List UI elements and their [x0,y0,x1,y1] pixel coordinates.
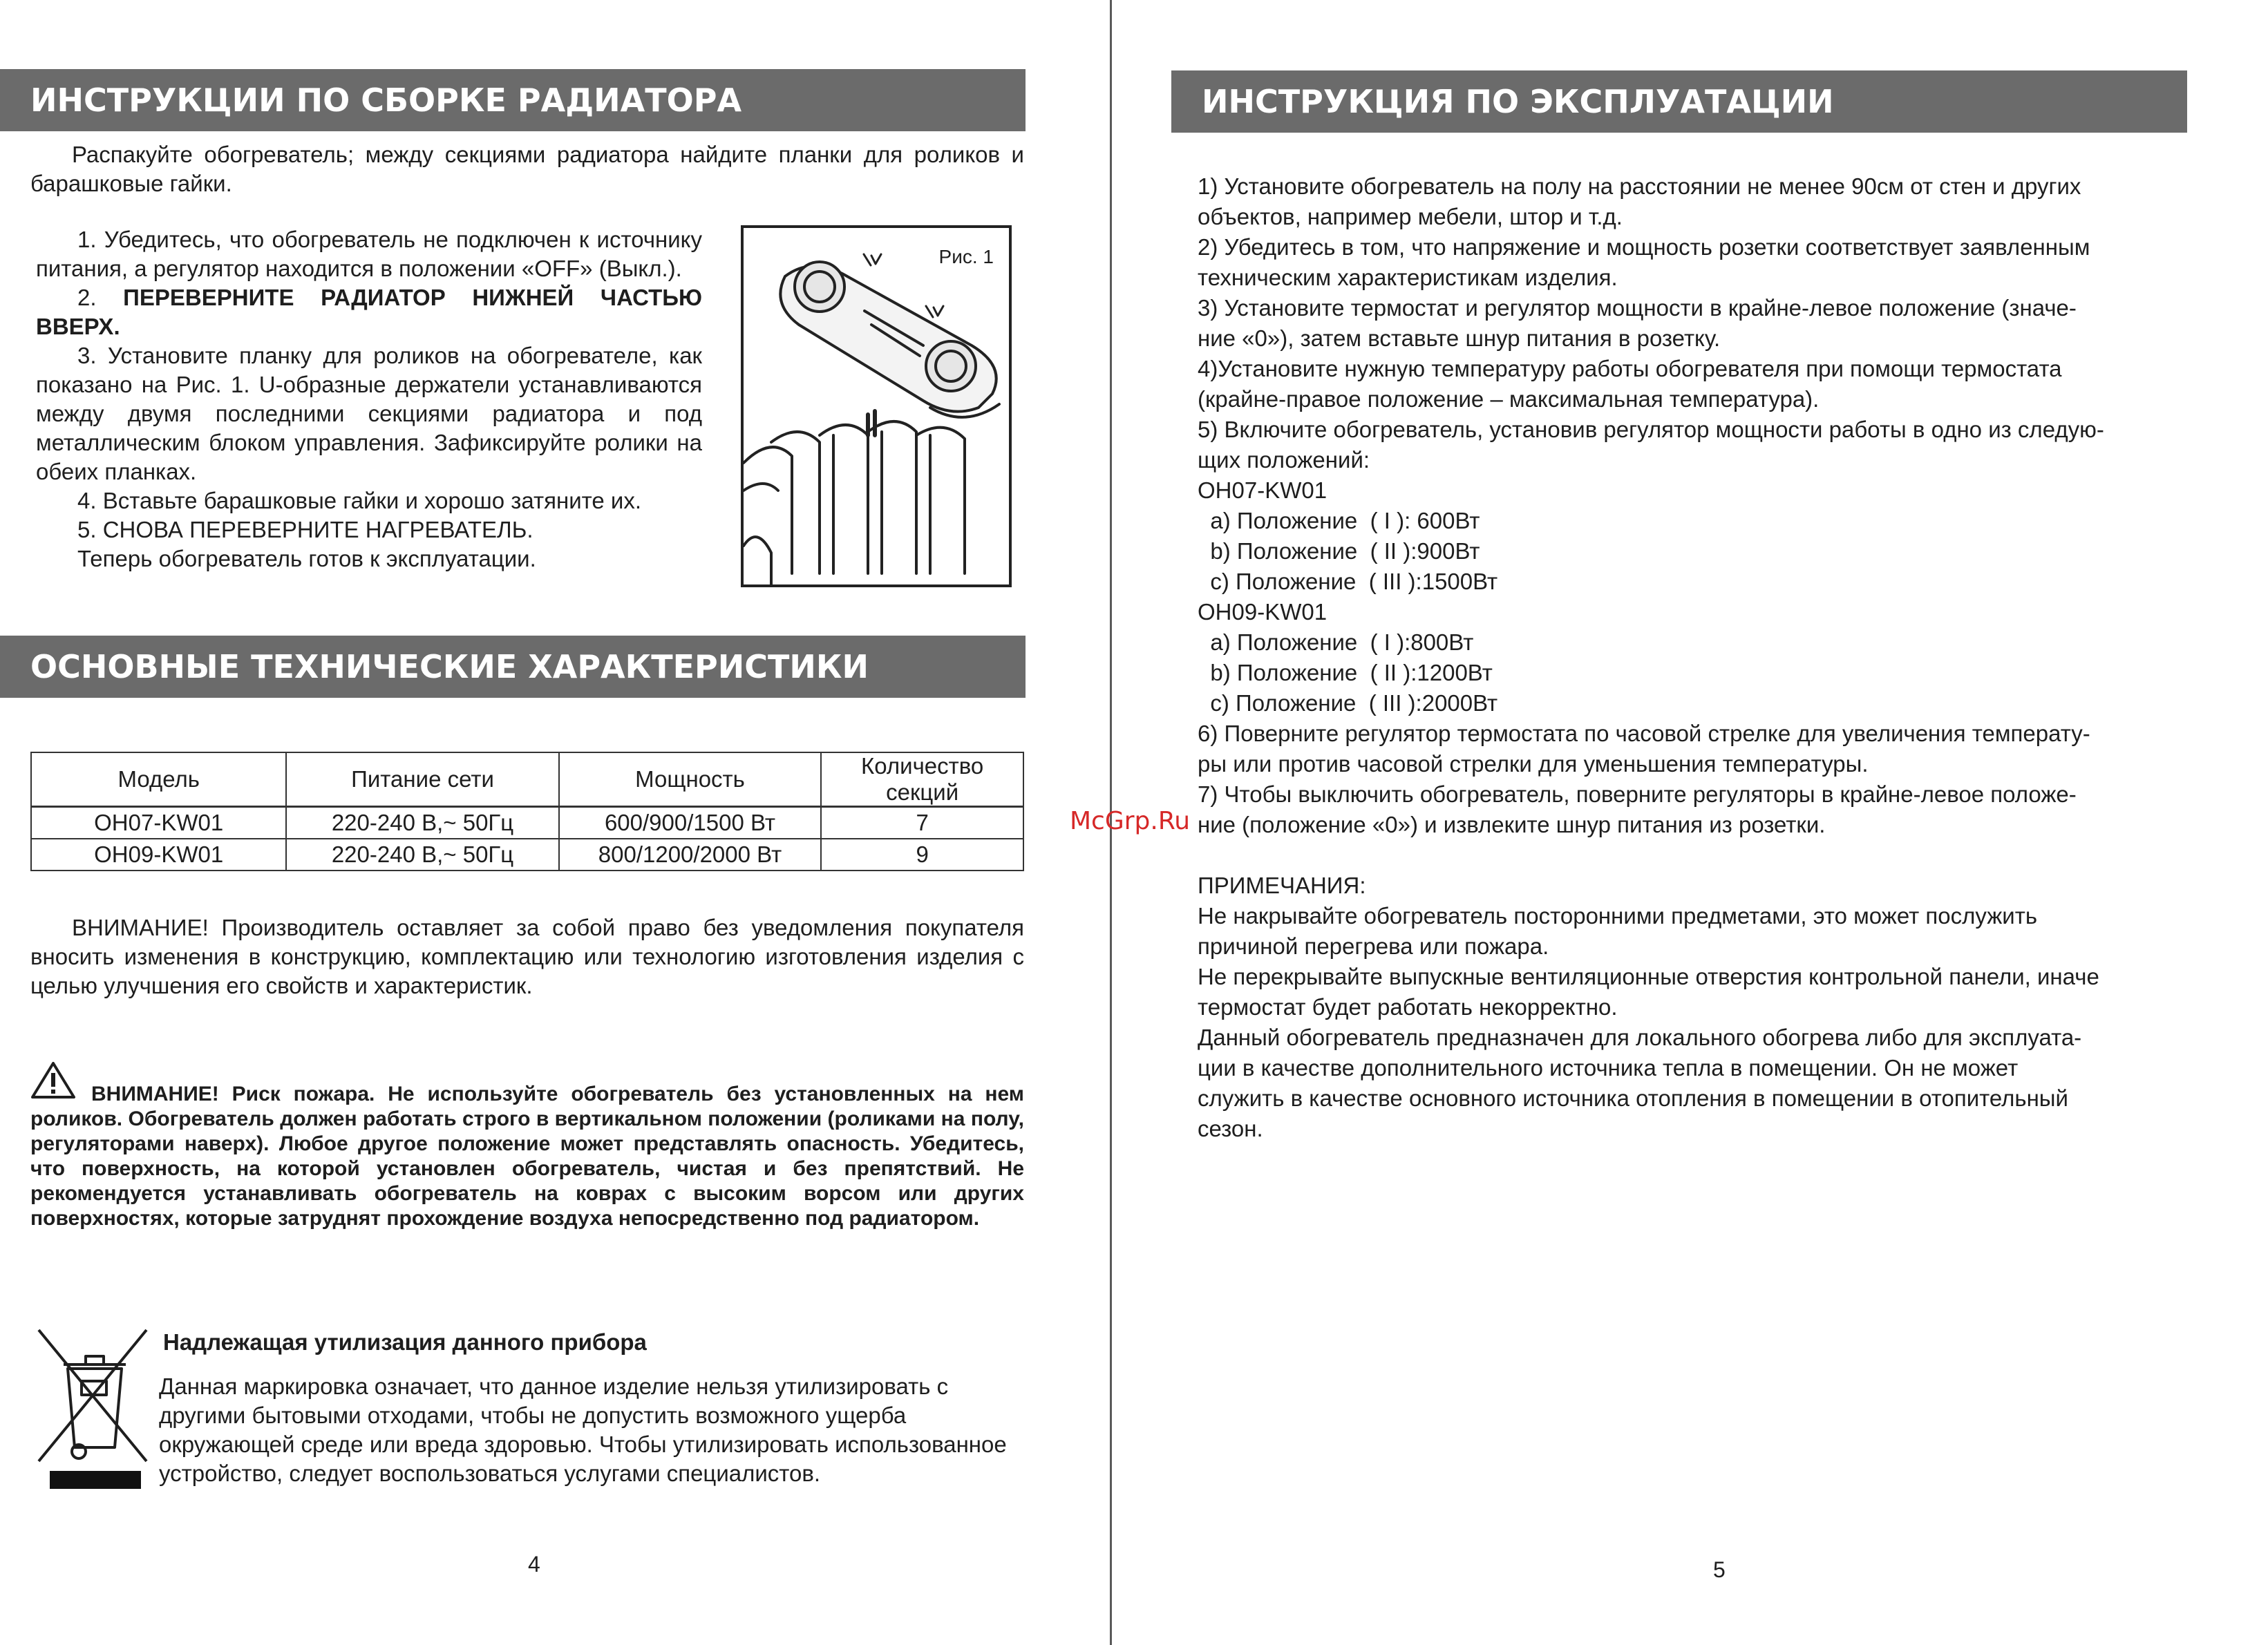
table-header-cell: Питание сети [286,752,558,807]
radiator-illustration [744,228,1009,584]
table-cell: 220-240 В,~ 50Гц [286,839,558,871]
assembly-step-1: 1. Убедитесь, что обогреватель не подключен к источнику питания, а регулятор находится в положении «OFF» (Выкл.). [36,227,702,281]
assembly-steps [36,225,702,573]
table-cell: 9 [821,839,1023,871]
weee-bin-icon [36,1323,153,1489]
table-row [31,807,1023,839]
notes-title: ПРИМЕЧАНИЯ: [1198,873,1366,898]
page-number-left: 4 [528,1552,540,1577]
assembly-step-4: 4. Вставьте барашковые гайки и хорошо затяните их. [77,488,642,513]
note-line: Не накрывайте обогреватель посторонними предметами, это может послужить [1198,903,2038,929]
instruction-line: OH09-KW01 [1198,599,1327,625]
instruction-line: 4)Установите нужную температуру работы обогревателя при помощи термостата [1198,356,2062,381]
table-header-cell: Количество секций [821,752,1023,807]
instruction-line: b) Положение ( II ):900Вт [1198,538,1480,564]
note-line: Не перекрывайте выпускные вентиляционные отверстия контрольной панели, иначе [1198,964,2099,989]
note-line: служить в качестве основного источника отопления в помещении в отопительный [1198,1085,2068,1111]
manufacturer-notice: ВНИМАНИЕ! Производитель оставляет за собой право без уведомления покупателя вносить изменения в конструкцию, комплектацию или технологию изготовления изделия с целью улучшения его свойств и характеристик. [30,915,1024,998]
table-cell: 220-240 В,~ 50Гц [286,807,558,839]
table-cell: 7 [821,807,1023,839]
assembly-step-5: 5. СНОВА ПЕРЕВЕРНИТЕ НАГРЕВАТЕЛЬ. [77,517,533,542]
operation-heading: ИНСТРУКЦИЯ ПО ЭКСПЛУАТАЦИИ [1171,70,2187,133]
instruction-line: c) Положение ( III ):1500Вт [1198,569,1498,594]
note-line: сезон. [1198,1116,1263,1141]
right-page [1112,0,2268,1645]
instruction-line: a) Положение ( I ): 600Вт [1198,508,1480,533]
instruction-line: 1) Установите обогреватель на полу на расстоянии не менее 90см от стен и других [1198,173,2081,199]
assembly-heading: ИНСТРУКЦИИ ПО СБОРКЕ РАДИАТОРА [0,69,1026,131]
specs-heading: ОСНОВНЫЕ ТЕХНИЧЕСКИЕ ХАРАКТЕРИСТИКИ [0,636,1026,698]
page-number-right: 5 [1713,1557,1726,1582]
figure-1-caption: Рис. 1 [938,246,994,267]
table-header-cell: Модель [31,752,286,807]
table-row [31,839,1023,871]
instruction-line: техническим характеристикам изделия. [1198,265,1618,290]
instruction-line: ние (положение «0») и извлеките шнур питания из розетки. [1198,812,1826,837]
assembly-step-3: 3. Установите планку для роликов на обогревателе, как показано на Рис. 1. U-образные держатели устанавливаются между двумя последними секциями радиатора и под металлическим блоком управления. Зафиксируйте ролики на обеих планках. [36,343,702,484]
table-header-row [31,752,1023,807]
instruction-line: c) Положение ( III ):2000Вт [1198,690,1498,716]
fire-warning: ВНИМАНИЕ! Риск пожара. Не используйте обогреватель без установленных на нем роликов. Обогреватель должен работать строго в вертикальном положении (роликами на полу, регуляторами наверх). Любое другое положение может представлять опасность. Убедитесь, что поверхность, на которой установлен обогреватель, чистая и без препятствий. Не рекомендуется устанавливать обогреватель на коврах с высоким ворсом или других поверхностях, которые затруднят прохождение воздуха непосредственно под радиатором. [30,1083,1024,1230]
specs-table [30,752,1024,871]
instruction-line: щих положений: [1198,447,1370,473]
note-line: причиной перегрева или пожара. [1198,933,1549,959]
note-line: термостат будет работать некорректно. [1198,994,1618,1020]
instruction-line: объектов, например мебели, штор и т.д. [1198,204,1623,229]
instruction-line: b) Положение ( II ):1200Вт [1198,660,1493,685]
instruction-line: 3) Установите термостат и регулятор мощности в крайне-левое положение (значе- [1198,295,2077,321]
disposal-title: Надлежащая утилизация данного прибора [163,1329,647,1355]
instruction-line: 5) Включите обогреватель, установив регулятор мощности работы в одно из следую- [1198,417,2104,442]
assembly-step-2-bold: ПЕРЕВЕРНИТЕ РАДИАТОР НИЖНЕЙ ЧАСТЬЮ ВВЕРХ. [36,285,702,339]
assembly-ready: Теперь обогреватель готов к эксплуатации. [77,546,536,571]
note-line: Данный обогреватель предназначен для локального обогрева либо для эксплуата- [1198,1025,2082,1050]
instruction-line: ние «0»), затем вставьте шнур питания в розетку. [1198,325,1721,351]
figure-1 [741,225,1012,587]
instruction-line: 2) Убедитесь в том, что напряжение и мощность розетки соответствует заявленным [1198,234,2090,260]
assembly-step-2 [36,283,702,341]
instruction-line: OH07-KW01 [1198,477,1327,503]
note-line: ции в качестве дополнительного источника тепла в помещении. Он не может [1198,1055,2019,1081]
operation-instructions [1198,171,2193,1144]
disposal-text: Данная маркировка означает, что данное изделие нельзя утилизировать с другими бытовыми отходами, чтобы не допустить возможного ущерба окружающей среде или вреда здоровью. Чтобы утилизировать использованное устройство, следует воспользоваться услугами специалистов. [159,1373,1007,1486]
table-cell: 600/900/1500 Вт [559,807,822,839]
watermark: McGrp.Ru [1070,807,1191,835]
table-cell: OH09-KW01 [31,839,286,871]
instruction-line: 7) Чтобы выключить обогреватель, поверните регуляторы в крайне-левое положе- [1198,781,2077,807]
instruction-line: (крайне-правое положение – максимальная температура). [1198,386,1820,412]
assembly-step-2-prefix: 2. [77,285,124,310]
instruction-line: 6) Поверните регулятор термостата по часовой стрелке для увеличения температу- [1198,721,2090,746]
table-cell: OH07-KW01 [31,807,286,839]
left-page [0,0,1111,1645]
table-cell: 800/1200/2000 Вт [559,839,822,871]
instruction-line: ры или против часовой стрелки для уменьшения температуры. [1198,751,1869,777]
instruction-line: a) Положение ( I ):800Вт [1198,629,1474,655]
assembly-intro: Распакуйте обогреватель; между секциями радиатора найдите планки для роликов и барашковые гайки. [30,142,1024,196]
table-header-cell: Мощность [559,752,822,807]
